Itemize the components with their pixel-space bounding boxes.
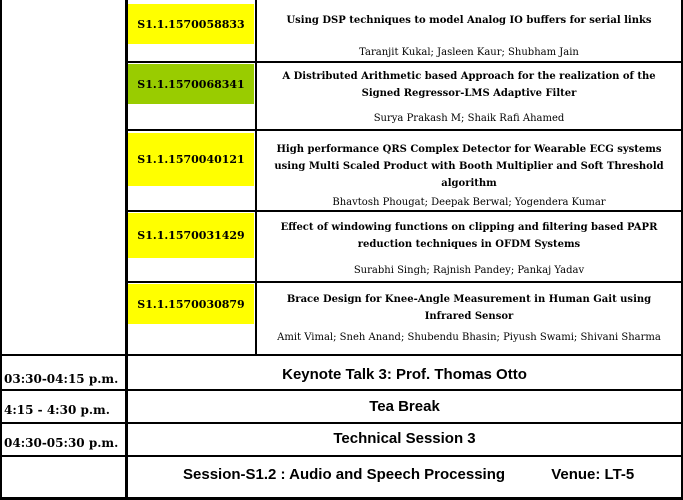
paper-authors: Surabhi Singh; Rajnish Pandey; Pankaj Yadav	[353, 265, 585, 276]
paper-id-cell: S1.1.1570058833	[128, 4, 254, 44]
paper-id-cell: S1.1.1570031429	[128, 213, 254, 258]
paper-title: Brace Design for Knee-Angle Measurement in Human Gait using Infrared Sensor	[286, 294, 652, 322]
schedule-time: 03:30-04:15 p.m.	[4, 372, 119, 386]
paper-authors: Amit Vimal; Sneh Anand; Shubendu Bhasin; Piyush Swami; Shivani Sharma	[277, 332, 661, 343]
schedule-time: 04:30-05:30 p.m.	[4, 436, 119, 450]
schedule-event: Tea Break	[369, 398, 440, 415]
paper-title: High performance QRS Complex Detector for Wearable ECG systems using Multi Scaled Product with Booth Multiplier and Soft Threshold algorithm	[274, 144, 664, 189]
paper-authors: Taranjit Kukal; Jasleen Kaur; Shubham Jain	[359, 47, 579, 58]
schedule-time: 4:15 - 4:30 p.m.	[4, 403, 110, 417]
paper-id-cell: S1.1.1570040121	[128, 133, 254, 186]
schedule-event: Keynote Talk 3: Prof. Thomas Otto	[282, 366, 527, 383]
session-header	[183, 466, 634, 483]
paper-authors: Bhavtosh Phougat; Deepak Berwal; Yogendera Kumar	[332, 197, 606, 208]
paper-title: Effect of windowing functions on clipping and filtering based PAPR reduction techniques in OFDM Systems	[280, 222, 658, 250]
paper-id-cell: S1.1.1570030879	[128, 284, 254, 324]
paper-id-cell: S1.1.1570068341	[128, 64, 254, 104]
paper-title: Using DSP techniques to model Analog IO buffers for serial links	[286, 15, 652, 26]
schedule-event: Technical Session 3	[333, 430, 476, 447]
session-venue: Venue: LT-5	[551, 466, 635, 483]
paper-title: A Distributed Arithmetic based Approach for the realization of the Signed Regressor-LMS Adaptive Filter	[282, 71, 656, 99]
session-name: Session-S1.2 : Audio and Speech Processing	[183, 466, 506, 483]
paper-authors: Surya Prakash M; Shaik Rafi Ahamed	[373, 113, 565, 124]
